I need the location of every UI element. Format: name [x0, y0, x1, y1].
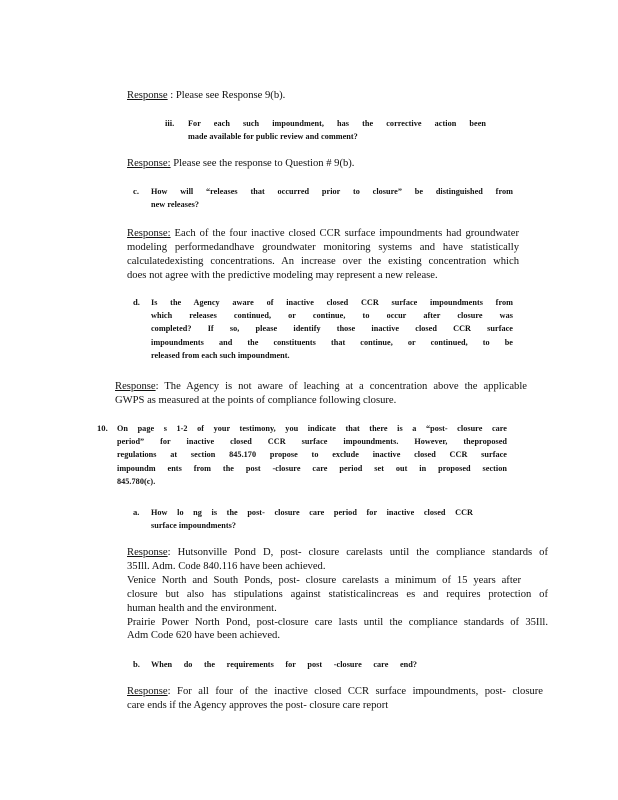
question-line: On page s 1-2 of your testimony, you indicate that there is a “post- closure care: [117, 424, 507, 433]
question-number: iii.: [165, 118, 175, 128]
response-c: [127, 227, 519, 283]
question-number: d.: [133, 297, 140, 307]
response-line: : For all four of the inactive closed CCR surface impoundments, post- closure: [167, 686, 543, 697]
response-line: : Hutsonville Pond D, post- closure carelasts until the compliance standards of: [167, 547, 548, 558]
question-10a: [151, 506, 473, 532]
question-number: b.: [133, 659, 140, 669]
response-label: Response:: [127, 158, 171, 169]
response-line: Prairie Power North Pond, post-closure care lasts until the compliance standards of 35Ill.: [127, 616, 548, 628]
response-10b: [127, 685, 543, 713]
question-line: made available for public review and comment?: [188, 132, 358, 142]
question-line: which releases continued, or continue, to occur after closure was: [151, 311, 513, 321]
question-line: When do the requirements for post -closure care end?: [151, 660, 417, 669]
response-9b: [127, 89, 427, 103]
response-10a: [127, 546, 548, 643]
response-d: [115, 380, 527, 408]
response-line: Adm Code 620 have been achieved.: [127, 630, 280, 642]
question-line: surface impoundments?: [151, 521, 236, 531]
question-line: For each such impoundment, has the corrective action been: [188, 119, 486, 128]
question-line: completed? If so, please identify those inactive closed CCR surface: [151, 324, 513, 334]
question-line: 845.780(c).: [117, 476, 156, 486]
question-iii: [188, 117, 486, 143]
question-number: c.: [133, 186, 139, 196]
response-label: Response: [115, 381, 156, 392]
question-line: period” for inactive closed CCR surface impoundments. However, theproposed: [117, 437, 507, 447]
question-line: new releases?: [151, 200, 200, 210]
question-line: How will “releases that occurred prior to closure” be distinguished from: [151, 187, 513, 196]
response-iii: [127, 157, 427, 171]
response-line: calculatedexisting concentrations. An increase over the existing concentration which: [127, 255, 519, 267]
question-line: regulations at section 845.170 propose to exclude inactive closed CCR surface: [117, 450, 507, 460]
response-label: Response: [127, 90, 168, 101]
question-10b: [151, 658, 417, 671]
response-line: does not agree with the predictive modeling may represent a new release.: [127, 269, 438, 281]
response-line: Each of the four inactive closed CCR surface impoundments had groundwater: [174, 228, 519, 239]
question-number: 10.: [97, 423, 108, 433]
response-line: human health and the environment.: [127, 602, 277, 614]
question-line: How lo ng is the post- closure care period for inactive closed CCR: [151, 508, 473, 517]
question-number: a.: [133, 507, 140, 517]
question-10: [117, 422, 507, 488]
question-line: impoundm ents from the post -closure care period set out in proposed section: [117, 463, 507, 473]
response-line: GWPS as measured at the points of compliance following closure.: [115, 394, 397, 406]
question-line: impoundments and the constituents that continue, or continued, to be: [151, 337, 513, 347]
question-line: released from each such impoundment.: [151, 350, 290, 360]
response-line: Venice North and South Ponds, post- closure carelasts a minimum of 15 years after: [127, 574, 521, 586]
response-label: Response: [127, 547, 168, 558]
response-line: : The Agency is not aware of leaching at a concentration above the applicable: [155, 381, 527, 392]
response-label: Response:: [127, 228, 171, 239]
response-label: Response: [127, 686, 168, 697]
response-line: closure but also has stipulations against statisticalincreas es and requires protection of: [127, 588, 548, 600]
question-line: Is the Agency aware of inactive closed CCR surface impoundments from: [151, 298, 513, 307]
response-line: care ends if the Agency approves the post- closure care report: [127, 699, 389, 711]
response-line: modeling performedandhave groundwater monitoring systems and have statistically: [127, 241, 519, 253]
question-c: [151, 185, 513, 211]
response-text: : Please see Response 9(b).: [170, 90, 286, 101]
response-line: 35Ill. Adm. Code 840.116 have been achieved.: [127, 560, 326, 572]
question-d: [151, 296, 513, 362]
response-text: Please see the response to Question # 9(b).: [173, 158, 355, 169]
